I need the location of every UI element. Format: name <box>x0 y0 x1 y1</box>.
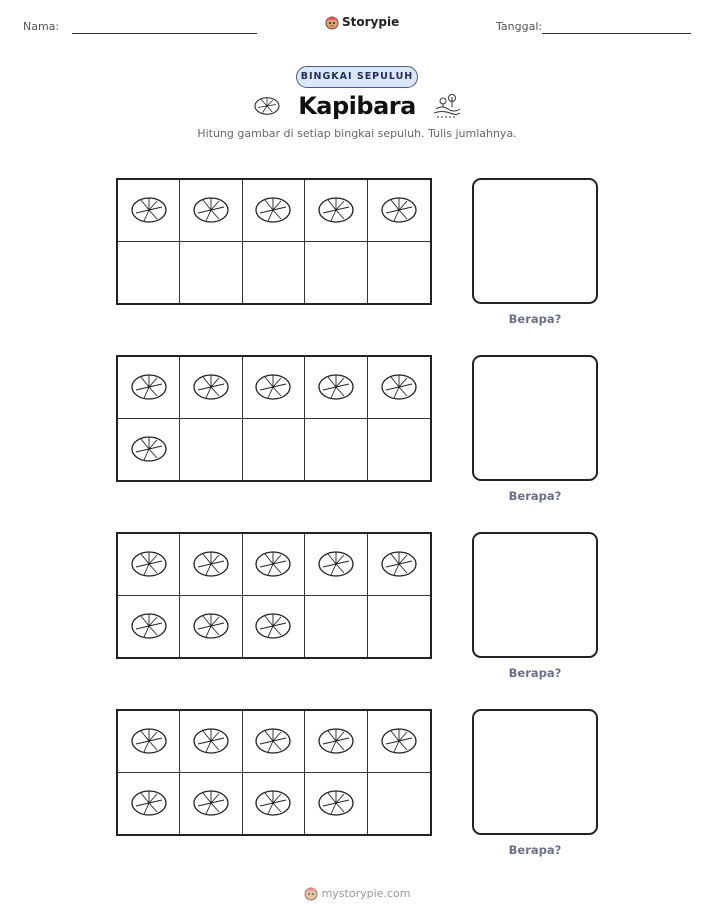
ten-frame-cell <box>118 357 180 419</box>
footer <box>0 885 714 901</box>
ten-frame-cell <box>118 711 180 773</box>
ten-frame-cell <box>243 419 305 481</box>
ten-frame-cell <box>243 534 305 596</box>
lily-pad-icon <box>252 93 282 119</box>
page-title: Kapibara <box>298 92 416 120</box>
name-line[interactable] <box>72 33 257 34</box>
date-line[interactable] <box>542 33 691 34</box>
ten-frame-cell <box>305 180 367 242</box>
ten-frame-cell <box>305 419 367 481</box>
pond-scene-icon <box>432 93 462 119</box>
lily-pad-icon <box>191 370 231 404</box>
lily-pad-icon <box>253 724 293 758</box>
brand <box>325 14 399 30</box>
lily-pad-icon <box>191 724 231 758</box>
ten-frame-cell <box>368 596 430 658</box>
answer-label: Berapa? <box>508 843 562 857</box>
ten-frame-cell <box>180 534 242 596</box>
ten-frame-cell <box>368 242 430 304</box>
lily-pad-icon <box>379 547 419 581</box>
ten-frame-cell <box>243 357 305 419</box>
ten-frame-cell <box>368 773 430 835</box>
lily-pad-icon <box>129 370 169 404</box>
ten-frame-cell <box>305 534 367 596</box>
lily-pad-icon <box>129 432 169 466</box>
title-row <box>0 92 714 120</box>
ten-frame-cell <box>368 419 430 481</box>
ten-frame-cell <box>243 242 305 304</box>
ten-frame-cell <box>118 180 180 242</box>
ten-frame-cell <box>180 711 242 773</box>
worksheet-type-badge: BINGKAI SEPULUH <box>296 66 418 88</box>
ten-frame-cell <box>180 596 242 658</box>
answer-box[interactable] <box>472 355 598 481</box>
lily-pad-icon <box>253 193 293 227</box>
ten-frame-cell <box>180 180 242 242</box>
answer-label: Berapa? <box>508 312 562 326</box>
lily-pad-icon <box>253 609 293 643</box>
lily-pad-icon <box>316 547 356 581</box>
lily-pad-icon <box>379 724 419 758</box>
ten-frame-cell <box>118 596 180 658</box>
lily-pad-icon <box>191 193 231 227</box>
lily-pad-icon <box>253 370 293 404</box>
answer-box[interactable] <box>472 709 598 835</box>
lily-pad-icon <box>316 193 356 227</box>
ten-frame-cell <box>368 357 430 419</box>
ten-frame-cell <box>305 357 367 419</box>
ten-frame-cell <box>368 534 430 596</box>
lily-pad-icon <box>191 609 231 643</box>
lily-pad-icon <box>316 786 356 820</box>
ten-frame-cell <box>180 773 242 835</box>
lily-pad-icon <box>253 786 293 820</box>
footer-url: mystorypie.com <box>321 886 411 900</box>
ten-frame-cell <box>118 534 180 596</box>
ten-frame-cell <box>368 180 430 242</box>
ten-frame-cell <box>118 419 180 481</box>
ten-frame-cell <box>118 242 180 304</box>
answer-box[interactable] <box>472 178 598 304</box>
lily-pad-icon <box>191 786 231 820</box>
ten-frame-cell <box>180 357 242 419</box>
ten-frame-cell <box>243 773 305 835</box>
ten-frame <box>116 709 432 836</box>
lily-pad-icon <box>379 370 419 404</box>
ten-frame-cell <box>305 773 367 835</box>
answer-label: Berapa? <box>508 489 562 503</box>
ten-frame-cell <box>305 711 367 773</box>
lily-pad-icon <box>253 547 293 581</box>
lily-pad-icon <box>379 193 419 227</box>
ten-frame-cell <box>243 596 305 658</box>
lily-pad-icon <box>129 547 169 581</box>
ten-frame <box>116 355 432 482</box>
date-label: Tanggal: <box>496 20 543 33</box>
ten-frame <box>116 178 432 305</box>
lily-pad-icon <box>129 786 169 820</box>
ten-frame-cell <box>305 242 367 304</box>
ten-frame-cell <box>180 419 242 481</box>
name-label: Nama: <box>23 20 60 33</box>
ten-frame-cell <box>243 180 305 242</box>
ten-frame-cell <box>118 773 180 835</box>
ten-frame-cell <box>368 711 430 773</box>
instruction: Hitung gambar di setiap bingkai sepuluh. Tulis jumlahnya. <box>197 127 517 140</box>
capybara-logo-icon <box>304 885 318 901</box>
lily-pad-icon <box>316 724 356 758</box>
lily-pad-icon <box>191 547 231 581</box>
answer-box[interactable] <box>472 532 598 658</box>
ten-frame-cell <box>305 596 367 658</box>
lily-pad-icon <box>129 609 169 643</box>
ten-frame <box>116 532 432 659</box>
lily-pad-icon <box>316 370 356 404</box>
ten-frame-cell <box>180 242 242 304</box>
brand-name: Storypie <box>342 15 400 29</box>
lily-pad-icon <box>129 193 169 227</box>
lily-pad-icon <box>129 724 169 758</box>
answer-label: Berapa? <box>508 666 562 680</box>
ten-frame-cell <box>243 711 305 773</box>
capybara-logo-icon <box>325 14 339 30</box>
